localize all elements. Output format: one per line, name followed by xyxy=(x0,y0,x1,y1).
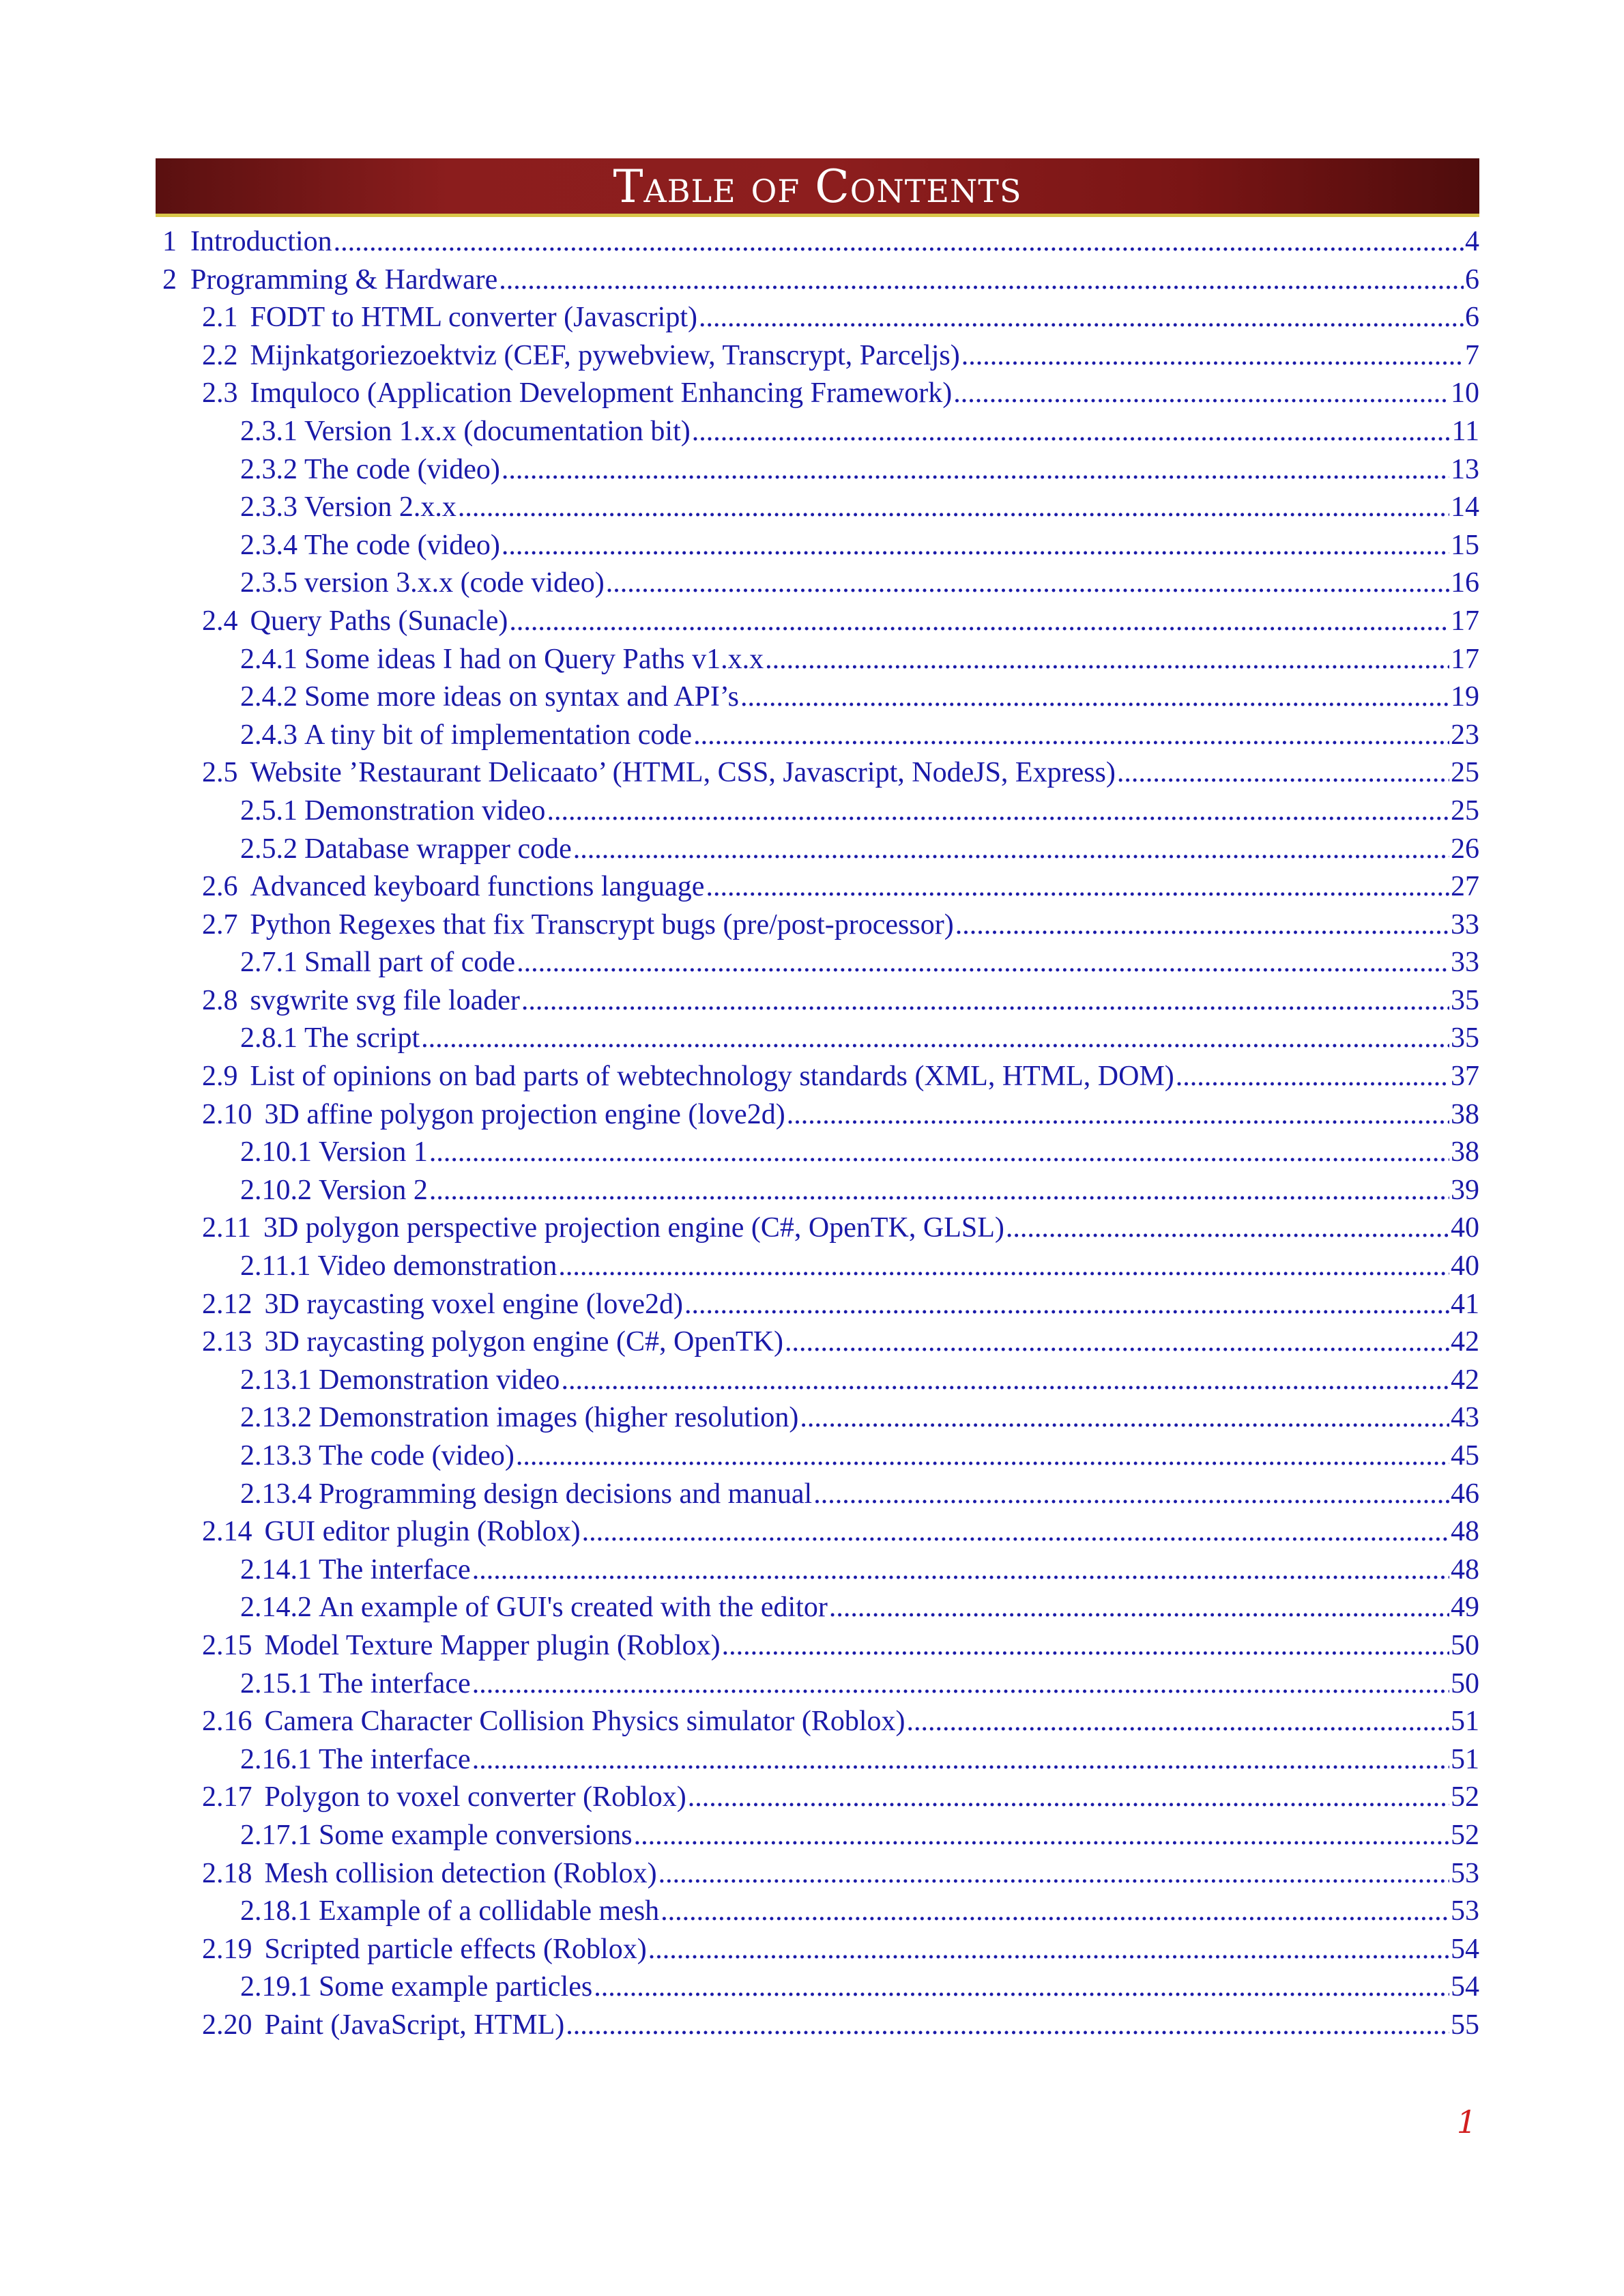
toc-entry-title: Camera Character Collision Physics simulator (Roblox) xyxy=(264,1706,905,1738)
toc-entry-text xyxy=(240,946,515,979)
toc-entry-number: 2.6 xyxy=(202,871,238,903)
toc-dot-leader xyxy=(606,566,1449,599)
toc-entry-text xyxy=(202,301,697,334)
toc-entry-text xyxy=(240,643,764,676)
toc-entry-text xyxy=(202,1933,647,1966)
toc-entry-number: 2.18 xyxy=(202,1857,252,1889)
toc-entry-text xyxy=(240,1591,828,1624)
toc-entry-page: 53 xyxy=(1451,1895,1479,1927)
toc-entry-number: 2.5.1 xyxy=(240,794,298,827)
toc-entry-title: Python Regexes that fix Transcrypt bugs (pre/post-processor) xyxy=(250,908,954,941)
toc-entry-number: 2.16.1 xyxy=(240,1743,312,1775)
toc-entry-number: 2.3.4 xyxy=(240,529,298,561)
toc-entry-page: 53 xyxy=(1451,1857,1479,1889)
toc-entry-number: 2.11 xyxy=(202,1212,251,1244)
toc-entry-page: 17 xyxy=(1451,643,1479,675)
toc-entry[interactable] xyxy=(162,1591,1479,1629)
toc-entry-page: 25 xyxy=(1451,794,1479,827)
toc-entry[interactable] xyxy=(162,719,1479,757)
toc-dot-leader xyxy=(688,1781,1449,1813)
toc-entry-title: Mesh collision detection (Roblox) xyxy=(264,1857,657,1889)
toc-entry-title: Version 1 xyxy=(319,1136,428,1168)
toc-entry-number: 2.7.1 xyxy=(240,947,298,979)
toc-dot-leader xyxy=(516,1439,1449,1472)
toc-entry[interactable] xyxy=(162,1705,1479,1743)
toc-dot-leader xyxy=(547,794,1449,827)
toc-entry-page: 11 xyxy=(1451,415,1479,447)
toc-entry-text xyxy=(240,491,456,523)
toc-dot-leader xyxy=(722,1629,1449,1662)
toc-dot-leader xyxy=(472,1743,1449,1776)
toc-entry-title: Scripted particle effects (Roblox) xyxy=(264,1933,647,1965)
toc-entry[interactable] xyxy=(162,1970,1479,2009)
toc-entry-page: 19 xyxy=(1451,681,1479,713)
toc-entry-page: 40 xyxy=(1451,1212,1479,1244)
toc-entry-text xyxy=(240,1819,633,1852)
toc-entry-text xyxy=(240,1022,420,1054)
toc-entry-page: 43 xyxy=(1451,1402,1479,1434)
toc-entry[interactable] xyxy=(162,984,1479,1022)
toc-entry-text xyxy=(202,1857,657,1890)
toc-entry[interactable] xyxy=(162,605,1479,643)
toc-dot-leader xyxy=(499,263,1464,296)
toc-dot-leader xyxy=(334,225,1464,258)
toc-entry-title: Small part of code xyxy=(304,947,516,979)
toc-entry[interactable] xyxy=(162,1629,1479,1667)
toc-entry-text xyxy=(162,263,497,296)
toc-entry-title: The interface xyxy=(319,1667,471,1699)
toc-entry[interactable] xyxy=(162,2009,1479,2047)
toc-entry-number: 2.14 xyxy=(202,1516,252,1548)
toc-dot-leader xyxy=(765,643,1449,676)
toc-entry-title: 3D raycasting voxel engine (love2d) xyxy=(264,1288,683,1320)
toc-dot-leader xyxy=(829,1591,1449,1624)
toc-entry-text xyxy=(240,1667,471,1700)
toc-entry-text xyxy=(202,605,508,637)
toc-entry-title: The script xyxy=(304,1022,420,1054)
toc-entry-text xyxy=(240,680,739,713)
toc-dot-leader xyxy=(693,719,1449,751)
toc-entry-page: 38 xyxy=(1451,1136,1479,1168)
toc-entry-text xyxy=(240,1136,428,1168)
page-number: 1 xyxy=(1456,2104,1477,2140)
toc-entry[interactable] xyxy=(162,377,1479,415)
toc-entry-text xyxy=(240,1895,659,1927)
toc-entry-number: 2.3.3 xyxy=(240,491,298,523)
toc-entry-page: 23 xyxy=(1451,719,1479,751)
toc-entry-page: 26 xyxy=(1451,833,1479,865)
toc-entry[interactable] xyxy=(162,1743,1479,1781)
toc-title: Table of Contents xyxy=(613,160,1022,213)
toc-entry-number: 2.13.4 xyxy=(240,1478,312,1510)
toc-entry-number: 2.8.1 xyxy=(240,1022,298,1054)
toc-entry-number: 2.5 xyxy=(202,757,238,789)
toc-entry-title: Imquloco (Application Development Enhancing Framework) xyxy=(250,377,953,410)
toc-entry-text xyxy=(240,1478,812,1510)
toc-entry-page: 6 xyxy=(1465,263,1479,296)
toc-dot-leader xyxy=(706,870,1449,903)
toc-entry-title: Database wrapper code xyxy=(304,833,572,865)
toc-entry-number: 2.10.2 xyxy=(240,1174,312,1206)
toc-entry[interactable] xyxy=(162,491,1479,529)
toc-entry-title: Website ’Restaurant Delicaato’ (HTML, CSS, Javascript, NodeJS, Express) xyxy=(250,757,1116,789)
toc-entry-title: The interface xyxy=(319,1743,471,1775)
toc-entry[interactable] xyxy=(162,1781,1479,1819)
toc-entry-title: svgwrite svg file loader xyxy=(250,984,520,1016)
toc-entry[interactable] xyxy=(162,870,1479,908)
toc-entry-page: 51 xyxy=(1451,1743,1479,1775)
toc-entry-number: 2.15.1 xyxy=(240,1667,312,1699)
toc-entry[interactable] xyxy=(162,263,1479,302)
toc-entry-number: 2.12 xyxy=(202,1288,252,1320)
toc-entry[interactable] xyxy=(162,1022,1479,1060)
toc-entry-title: Programming design decisions and manual xyxy=(319,1478,813,1510)
toc-dot-leader xyxy=(458,491,1449,523)
toc-entry-title: GUI editor plugin (Roblox) xyxy=(264,1516,581,1548)
toc-entry-text xyxy=(240,719,692,751)
toc-entry-page: 40 xyxy=(1451,1250,1479,1282)
toc-entry-text xyxy=(240,833,572,865)
toc-entry-text xyxy=(202,1060,1174,1093)
toc-entry-title: The interface xyxy=(319,1553,471,1585)
toc-entry-text xyxy=(202,1705,905,1738)
toc-entry-text xyxy=(202,984,520,1017)
toc-entry[interactable] xyxy=(162,1439,1479,1478)
toc-entry-page: 17 xyxy=(1451,605,1479,637)
toc-dot-leader xyxy=(907,1705,1449,1738)
toc-dot-leader xyxy=(740,680,1449,713)
toc-dot-leader xyxy=(517,946,1449,979)
toc-dot-leader xyxy=(961,339,1464,372)
toc-entry-page: 33 xyxy=(1451,908,1479,941)
toc-entry[interactable] xyxy=(162,453,1479,491)
toc-dot-leader xyxy=(558,1250,1449,1282)
toc-dot-leader xyxy=(472,1553,1449,1586)
toc-entry-number: 2.2 xyxy=(202,339,238,371)
toc-dot-leader xyxy=(684,1288,1449,1321)
toc-entry[interactable] xyxy=(162,1364,1479,1402)
toc-entry-title: Example of a collidable mesh xyxy=(319,1895,660,1927)
toc-entry-page: 41 xyxy=(1451,1288,1479,1320)
toc-entry-page: 13 xyxy=(1451,453,1479,485)
toc-entry-number: 2.19.1 xyxy=(240,1971,312,2003)
toc-entry-page: 35 xyxy=(1451,984,1479,1016)
toc-entry-title: FODT to HTML converter (Javascript) xyxy=(250,302,697,334)
toc-entry-number: 2.19 xyxy=(202,1933,252,1965)
toc-header-banner xyxy=(156,158,1479,217)
toc-entry-title: Version 2.x.x xyxy=(304,491,456,523)
toc-entry-title: Version 2 xyxy=(319,1174,428,1206)
toc-entry-title: The code (video) xyxy=(319,1440,514,1472)
toc-entry-number: 2.11.1 xyxy=(240,1250,311,1282)
toc-entry-text xyxy=(240,1439,514,1472)
toc-dot-leader xyxy=(1176,1060,1449,1093)
toc-entry[interactable] xyxy=(162,1211,1479,1250)
toc-entry[interactable] xyxy=(162,756,1479,794)
toc-dot-leader xyxy=(699,301,1464,334)
toc-entry-title: Introduction xyxy=(190,226,332,257)
toc-entry-title: Programming & Hardware xyxy=(190,263,498,296)
toc-entry-page: 7 xyxy=(1465,339,1479,371)
toc-entry-number: 2.3.2 xyxy=(240,453,298,485)
toc-entry-text xyxy=(240,794,545,827)
toc-entry-page: 52 xyxy=(1451,1819,1479,1851)
toc-entry-page: 51 xyxy=(1451,1706,1479,1738)
toc-entry-number: 2.10 xyxy=(202,1098,252,1130)
toc-entry-title: Some ideas I had on Query Paths v1.x.x xyxy=(304,643,764,675)
toc-dot-leader xyxy=(472,1667,1449,1700)
toc-entry[interactable] xyxy=(162,566,1479,605)
toc-dot-leader xyxy=(692,415,1451,448)
toc-entry-number: 2.17 xyxy=(202,1781,252,1813)
toc-entry-text xyxy=(162,225,332,258)
toc-entry-title: Video demonstration xyxy=(317,1250,557,1282)
toc-entry-page: 37 xyxy=(1451,1061,1479,1093)
toc-entry-text xyxy=(240,1970,592,2003)
toc-entry-number: 2.18.1 xyxy=(240,1895,312,1927)
toc-entry-page: 52 xyxy=(1451,1781,1479,1813)
toc-entry-title: An example of GUI's created with the editor xyxy=(319,1592,828,1624)
toc-entry-title: Demonstration images (higher resolution) xyxy=(319,1402,799,1434)
toc-entry-page: 16 xyxy=(1451,567,1479,599)
toc-entry[interactable] xyxy=(162,225,1479,263)
toc-entry-number: 2.15 xyxy=(202,1629,252,1661)
toc-entry[interactable] xyxy=(162,1098,1479,1136)
toc-dot-leader xyxy=(561,1364,1449,1396)
toc-entry-page: 4 xyxy=(1465,226,1479,257)
toc-entry[interactable] xyxy=(162,415,1479,453)
toc-entry-page: 54 xyxy=(1451,1971,1479,2003)
toc-entry-title: Demonstration video xyxy=(304,794,546,827)
toc-entry-page: 38 xyxy=(1451,1098,1479,1130)
toc-entry-title: Some example conversions xyxy=(319,1819,633,1851)
toc-entry-text xyxy=(202,1288,683,1321)
toc-entry-page: 27 xyxy=(1451,871,1479,903)
toc-entry[interactable] xyxy=(162,1136,1479,1174)
toc-entry[interactable] xyxy=(162,908,1479,947)
toc-entry[interactable] xyxy=(162,1060,1479,1098)
toc-entry-number: 2.4.2 xyxy=(240,681,298,713)
toc-entry-page: 48 xyxy=(1451,1553,1479,1585)
toc-entry-text xyxy=(202,1211,1004,1244)
toc-dot-leader xyxy=(594,1970,1449,2003)
toc-list xyxy=(162,225,1479,2047)
toc-entry-page: 45 xyxy=(1451,1440,1479,1472)
toc-entry[interactable] xyxy=(162,1667,1479,1706)
toc-entry-page: 14 xyxy=(1451,491,1479,523)
toc-entry-text xyxy=(240,1174,428,1207)
toc-entry[interactable] xyxy=(162,1933,1479,1971)
toc-entry-title: 3D raycasting polygon engine (C#, OpenTK) xyxy=(264,1326,783,1358)
toc-entry-text xyxy=(240,453,500,486)
toc-dot-leader xyxy=(521,984,1449,1017)
toc-dot-leader xyxy=(785,1325,1449,1358)
toc-entry-text xyxy=(202,1325,783,1358)
toc-entry[interactable] xyxy=(162,1250,1479,1288)
toc-entry-title: Demonstration video xyxy=(319,1364,560,1396)
toc-dot-leader xyxy=(634,1819,1449,1852)
toc-entry-text xyxy=(202,908,954,941)
toc-dot-leader xyxy=(787,1098,1449,1131)
toc-dot-leader xyxy=(582,1515,1449,1548)
toc-entry-text xyxy=(240,1553,471,1586)
toc-dot-leader xyxy=(421,1022,1449,1054)
toc-entry-text xyxy=(202,870,704,903)
toc-entry-page: 25 xyxy=(1451,757,1479,789)
toc-dot-leader xyxy=(1006,1211,1449,1244)
toc-entry-number: 2 xyxy=(162,263,177,296)
toc-entry-number: 2.16 xyxy=(202,1706,252,1738)
toc-dot-leader xyxy=(813,1478,1449,1510)
toc-entry-number: 1 xyxy=(162,226,177,257)
toc-entry-page: 6 xyxy=(1465,302,1479,334)
toc-entry-number: 2.4 xyxy=(202,605,238,637)
toc-entry-number: 2.17.1 xyxy=(240,1819,312,1851)
toc-entry[interactable] xyxy=(162,794,1479,833)
toc-entry[interactable] xyxy=(162,680,1479,719)
toc-entry-number: 2.14.1 xyxy=(240,1553,312,1585)
toc-dot-leader xyxy=(429,1174,1449,1207)
toc-entry-title: 3D affine polygon projection engine (love2d) xyxy=(264,1098,785,1130)
toc-entry-title: Query Paths (Sunacle) xyxy=(250,605,508,637)
toc-entry[interactable] xyxy=(162,1819,1479,1857)
toc-entry-text xyxy=(240,529,500,562)
toc-entry-title: Advanced keyboard functions language xyxy=(250,871,705,903)
toc-entry-text xyxy=(202,756,1116,789)
toc-entry-number: 2.8 xyxy=(202,984,238,1016)
toc-entry-text xyxy=(240,1401,798,1434)
toc-entry-number: 2.4.3 xyxy=(240,719,298,751)
toc-entry[interactable] xyxy=(162,1478,1479,1516)
toc-entry-number: 2.13.2 xyxy=(240,1402,312,1434)
toc-dot-leader xyxy=(1117,756,1449,789)
toc-entry-number: 2.3.1 xyxy=(240,415,298,447)
toc-entry[interactable] xyxy=(162,1325,1479,1364)
toc-entry-page: 46 xyxy=(1451,1478,1479,1510)
toc-entry-title: Some more ideas on syntax and API’s xyxy=(304,681,739,713)
toc-entry-title: Mijnkatgoriezoektviz (CEF, pywebview, Transcrypt, Parceljs) xyxy=(250,339,960,371)
toc-entry-number: 2.9 xyxy=(202,1061,238,1093)
toc-entry-title: Model Texture Mapper plugin (Roblox) xyxy=(264,1629,721,1661)
toc-entry[interactable] xyxy=(162,1857,1479,1895)
toc-entry-title: List of opinions on bad parts of webtechnology standards (XML, HTML, DOM) xyxy=(250,1061,1174,1093)
toc-dot-leader xyxy=(658,1857,1449,1890)
toc-entry-page: 50 xyxy=(1451,1667,1479,1699)
toc-entry-page: 49 xyxy=(1451,1592,1479,1624)
toc-entry-number: 2.13.3 xyxy=(240,1440,312,1472)
toc-entry-title: Some example particles xyxy=(319,1971,593,2003)
toc-entry-title: version 3.x.x (code video) xyxy=(304,567,605,599)
toc-entry-number: 2.14.2 xyxy=(240,1592,312,1624)
toc-entry-page: 39 xyxy=(1451,1174,1479,1206)
toc-entry-title: The code (video) xyxy=(304,529,500,561)
toc-entry-number: 2.7 xyxy=(202,908,238,941)
toc-dot-leader xyxy=(502,529,1449,562)
toc-entry-number: 2.10.1 xyxy=(240,1136,312,1168)
toc-entry-title: A tiny bit of implementation code xyxy=(304,719,693,751)
toc-entry-title: Version 1.x.x (documentation bit) xyxy=(304,415,691,447)
toc-entry-page: 54 xyxy=(1451,1933,1479,1965)
toc-entry-number: 2.3.5 xyxy=(240,567,298,599)
toc-entry-page: 55 xyxy=(1451,2009,1479,2041)
toc-entry-title: 3D polygon perspective projection engine (C#, OpenTK, GLSL) xyxy=(263,1212,1004,1244)
toc-entry-title: Paint (JavaScript, HTML) xyxy=(264,2009,565,2041)
toc-dot-leader xyxy=(953,377,1449,410)
toc-entry[interactable] xyxy=(162,1515,1479,1553)
toc-entry-text xyxy=(240,1364,560,1396)
toc-entry-text xyxy=(202,1098,785,1131)
toc-entry-page: 33 xyxy=(1451,947,1479,979)
toc-entry-page: 10 xyxy=(1451,377,1479,410)
toc-dot-leader xyxy=(955,908,1449,941)
toc-entry-text xyxy=(202,1515,581,1548)
toc-entry-number: 2.13 xyxy=(202,1326,252,1358)
toc-dot-leader xyxy=(661,1895,1449,1927)
toc-entry-number: 2.13.1 xyxy=(240,1364,312,1396)
toc-entry-text xyxy=(202,1781,686,1813)
toc-entry-text xyxy=(240,566,605,599)
toc-entry-title: Polygon to voxel converter (Roblox) xyxy=(264,1781,686,1813)
toc-entry-title: The code (video) xyxy=(304,453,500,485)
toc-entry-text xyxy=(202,377,952,410)
toc-entry[interactable] xyxy=(162,946,1479,984)
toc-entry-text xyxy=(240,1250,557,1282)
toc-dot-leader xyxy=(800,1401,1449,1434)
toc-dot-leader xyxy=(509,605,1449,637)
toc-entry-page: 42 xyxy=(1451,1364,1479,1396)
toc-dot-leader xyxy=(429,1136,1449,1168)
toc-entry[interactable] xyxy=(162,1401,1479,1439)
toc-entry-page: 15 xyxy=(1451,529,1479,561)
toc-entry-number: 2.1 xyxy=(202,302,238,334)
toc-entry-page: 42 xyxy=(1451,1326,1479,1358)
toc-dot-leader xyxy=(648,1933,1449,1966)
toc-dot-leader xyxy=(566,2009,1449,2041)
toc-entry-page: 48 xyxy=(1451,1516,1479,1548)
toc-entry-number: 2.5.2 xyxy=(240,833,298,865)
toc-entry[interactable] xyxy=(162,1174,1479,1212)
toc-entry-text xyxy=(240,1743,471,1776)
toc-entry-page: 50 xyxy=(1451,1629,1479,1661)
toc-entry-text xyxy=(202,2009,564,2041)
toc-entry[interactable] xyxy=(162,529,1479,567)
toc-entry-text xyxy=(202,339,960,372)
toc-entry-text xyxy=(240,415,691,448)
toc-entry[interactable] xyxy=(162,301,1479,339)
toc-entry[interactable] xyxy=(162,833,1479,871)
toc-entry-text xyxy=(202,1629,721,1662)
toc-entry[interactable] xyxy=(162,1553,1479,1592)
toc-entry[interactable] xyxy=(162,643,1479,681)
toc-entry[interactable] xyxy=(162,1288,1479,1326)
toc-entry-number: 2.20 xyxy=(202,2009,252,2041)
toc-entry-number: 2.4.1 xyxy=(240,643,298,675)
toc-entry-page: 35 xyxy=(1451,1022,1479,1054)
toc-dot-leader xyxy=(573,833,1449,865)
toc-entry-number: 2.3 xyxy=(202,377,238,410)
toc-dot-leader xyxy=(502,453,1449,486)
toc-entry[interactable] xyxy=(162,339,1479,377)
toc-entry[interactable] xyxy=(162,1895,1479,1933)
